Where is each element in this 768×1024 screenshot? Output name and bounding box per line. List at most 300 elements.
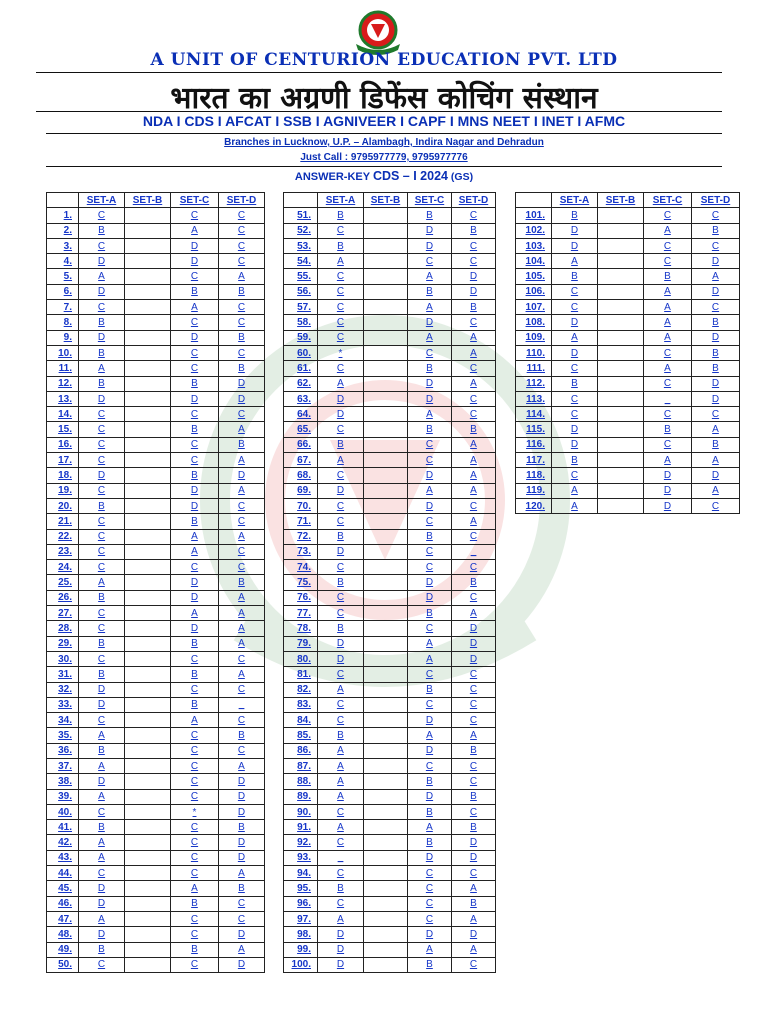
set-c-answer: A <box>408 300 452 315</box>
set-a-answer: D <box>318 391 364 406</box>
set-c-answer: C <box>644 345 692 360</box>
set-b-answer <box>125 667 171 682</box>
question-number: 106. <box>516 284 552 299</box>
table-row <box>47 850 265 865</box>
table-row <box>284 896 496 911</box>
question-number: 45. <box>47 881 79 896</box>
set-a-answer: C <box>79 606 125 621</box>
set-a-answer: C <box>318 896 364 911</box>
set-c-answer: C <box>644 208 692 223</box>
question-number: 72. <box>284 529 318 544</box>
table-row <box>516 407 740 422</box>
question-number: 87. <box>284 758 318 773</box>
set-d-answer: B <box>219 575 265 590</box>
table-row <box>47 820 265 835</box>
set-d-answer: B <box>452 422 496 437</box>
question-number: 84. <box>284 713 318 728</box>
set-a-answer: B <box>318 881 364 896</box>
set-b-answer <box>125 560 171 575</box>
branches-line: Branches in Lucknow, U.P. – Alambagh, Indira Nagar and Dehradun <box>224 137 544 148</box>
question-number: 62. <box>284 376 318 391</box>
set-a-answer: B <box>79 820 125 835</box>
set-c-answer: D <box>171 254 219 269</box>
question-number: 74. <box>284 560 318 575</box>
table-row <box>284 422 496 437</box>
set-c-answer: A <box>644 361 692 376</box>
set-d-answer: C <box>219 407 265 422</box>
col-set-b: SET-B <box>364 193 408 208</box>
set-d-answer: D <box>692 284 740 299</box>
set-c-answer: C <box>171 743 219 758</box>
set-c-answer: D <box>408 743 452 758</box>
question-number: 44. <box>47 866 79 881</box>
question-number: 86. <box>284 743 318 758</box>
set-b-answer <box>125 376 171 391</box>
set-c-answer: A <box>408 407 452 422</box>
question-number: 30. <box>47 651 79 666</box>
set-b-answer <box>125 743 171 758</box>
set-a-answer: A <box>79 269 125 284</box>
set-b-answer <box>364 544 408 559</box>
table-row <box>516 330 740 345</box>
table-row <box>47 667 265 682</box>
answer-table-1 <box>46 192 265 973</box>
set-c-answer: C <box>171 453 219 468</box>
set-a-answer: D <box>318 636 364 651</box>
set-d-answer: C <box>219 254 265 269</box>
set-c-answer: C <box>408 621 452 636</box>
set-c-answer: C <box>171 911 219 926</box>
question-number: 120. <box>516 498 552 513</box>
table-row <box>284 376 496 391</box>
set-a-answer: D <box>79 330 125 345</box>
question-number: 90. <box>284 804 318 819</box>
question-number: 13. <box>47 391 79 406</box>
set-d-answer: C <box>219 315 265 330</box>
set-c-answer: C <box>171 774 219 789</box>
set-d-answer: A <box>219 529 265 544</box>
table-row <box>284 804 496 819</box>
set-b-answer <box>125 453 171 468</box>
set-a-answer: D <box>552 437 598 452</box>
set-a-answer: C <box>552 391 598 406</box>
set-a-answer: C <box>318 697 364 712</box>
table-row <box>47 636 265 651</box>
table-row <box>284 606 496 621</box>
set-a-answer: B <box>318 529 364 544</box>
set-b-answer <box>125 498 171 513</box>
question-number: 75. <box>284 575 318 590</box>
question-number: 41. <box>47 820 79 835</box>
set-d-answer: A <box>219 269 265 284</box>
set-a-answer: C <box>318 590 364 605</box>
set-c-answer: D <box>408 590 452 605</box>
question-number: 64. <box>284 407 318 422</box>
question-number: 11. <box>47 361 79 376</box>
table-row <box>516 468 740 483</box>
table-row <box>284 590 496 605</box>
set-c-answer: C <box>171 651 219 666</box>
set-a-answer: D <box>79 254 125 269</box>
set-b-answer <box>125 927 171 942</box>
table-row <box>516 208 740 223</box>
set-a-answer: C <box>79 483 125 498</box>
set-b-answer <box>125 621 171 636</box>
table-row <box>47 713 265 728</box>
set-d-answer: A <box>219 606 265 621</box>
set-c-answer: D <box>171 621 219 636</box>
set-d-answer: C <box>452 391 496 406</box>
table-row <box>47 315 265 330</box>
set-d-answer: D <box>692 391 740 406</box>
set-d-answer: C <box>452 238 496 253</box>
set-b-answer <box>125 391 171 406</box>
header-rule-middle <box>36 111 722 112</box>
set-c-answer: C <box>171 728 219 743</box>
set-d-answer: C <box>452 957 496 972</box>
set-a-answer: C <box>79 621 125 636</box>
set-a-answer: D <box>79 682 125 697</box>
question-number: 94. <box>284 866 318 881</box>
set-b-answer <box>125 820 171 835</box>
set-c-answer: A <box>644 330 692 345</box>
question-number: 118. <box>516 468 552 483</box>
set-a-answer: C <box>79 437 125 452</box>
question-number: 8. <box>47 315 79 330</box>
table-row <box>47 391 265 406</box>
question-number: 65. <box>284 422 318 437</box>
set-c-answer: A <box>171 881 219 896</box>
question-number: 63. <box>284 391 318 406</box>
question-number: 117. <box>516 453 552 468</box>
set-c-answer: B <box>408 774 452 789</box>
set-d-answer: D <box>452 651 496 666</box>
set-b-answer <box>364 728 408 743</box>
set-d-answer: B <box>692 345 740 360</box>
table-row <box>47 957 265 972</box>
table-header-row <box>284 193 496 208</box>
table-row <box>284 284 496 299</box>
table-row <box>516 376 740 391</box>
set-a-answer: C <box>79 422 125 437</box>
set-c-answer: D <box>408 376 452 391</box>
table-row <box>47 927 265 942</box>
set-a-answer: A <box>318 453 364 468</box>
set-c-answer: C <box>408 560 452 575</box>
set-d-answer: B <box>219 330 265 345</box>
table-row <box>284 575 496 590</box>
set-a-answer: D <box>318 651 364 666</box>
table-row <box>47 743 265 758</box>
set-b-answer <box>125 636 171 651</box>
set-d-answer: C <box>692 407 740 422</box>
set-a-answer: A <box>552 254 598 269</box>
set-d-answer: D <box>452 850 496 865</box>
question-number: 58. <box>284 315 318 330</box>
set-d-answer: A <box>452 483 496 498</box>
table-row <box>284 881 496 896</box>
set-a-answer: A <box>79 361 125 376</box>
set-c-answer: C <box>408 544 452 559</box>
set-a-answer: B <box>318 728 364 743</box>
set-a-answer: C <box>318 804 364 819</box>
set-b-answer <box>364 957 408 972</box>
set-b-answer <box>364 743 408 758</box>
set-d-answer: D <box>452 269 496 284</box>
set-a-answer: C <box>318 223 364 238</box>
set-b-answer <box>125 269 171 284</box>
set-c-answer: C <box>171 820 219 835</box>
set-a-answer: D <box>552 315 598 330</box>
set-b-answer <box>125 651 171 666</box>
table-row <box>47 269 265 284</box>
table-row <box>284 238 496 253</box>
set-a-answer: A <box>79 850 125 865</box>
set-d-answer: C <box>692 498 740 513</box>
table-row <box>47 468 265 483</box>
set-a-answer: A <box>79 911 125 926</box>
set-a-answer: A <box>318 254 364 269</box>
set-d-answer: C <box>452 254 496 269</box>
set-b-answer <box>364 437 408 452</box>
table-row <box>47 697 265 712</box>
question-number: 51. <box>284 208 318 223</box>
set-c-answer: C <box>171 758 219 773</box>
question-number: 105. <box>516 269 552 284</box>
set-d-answer: B <box>692 361 740 376</box>
set-a-answer: D <box>79 284 125 299</box>
set-b-answer <box>364 866 408 881</box>
question-number: 78. <box>284 621 318 636</box>
table-row <box>284 820 496 835</box>
set-b-answer <box>125 238 171 253</box>
set-d-answer: C <box>452 208 496 223</box>
set-c-answer: B <box>171 942 219 957</box>
set-d-answer: C <box>219 896 265 911</box>
col-set-c: SET-C <box>408 193 452 208</box>
set-b-answer <box>598 498 644 513</box>
set-d-answer: B <box>452 789 496 804</box>
set-b-answer <box>598 223 644 238</box>
set-a-answer: * <box>318 345 364 360</box>
set-b-answer <box>125 804 171 819</box>
question-number: 21. <box>47 514 79 529</box>
set-a-answer: B <box>318 238 364 253</box>
set-d-answer: D <box>692 254 740 269</box>
set-a-answer: C <box>318 713 364 728</box>
set-d-answer: C <box>219 300 265 315</box>
set-a-answer: C <box>318 498 364 513</box>
set-d-answer: C <box>452 498 496 513</box>
set-b-answer <box>598 330 644 345</box>
question-header <box>284 193 318 208</box>
answer-table-2 <box>283 192 496 973</box>
question-number: 47. <box>47 911 79 926</box>
set-d-answer: B <box>219 284 265 299</box>
set-a-answer: C <box>79 238 125 253</box>
set-b-answer <box>125 223 171 238</box>
table-row <box>284 407 496 422</box>
table-row <box>284 529 496 544</box>
set-c-answer: B <box>408 606 452 621</box>
set-b-answer <box>364 820 408 835</box>
table-row <box>47 254 265 269</box>
set-c-answer: A <box>408 728 452 743</box>
question-number: 89. <box>284 789 318 804</box>
table-row <box>284 254 496 269</box>
question-number: 111. <box>516 361 552 376</box>
table-row <box>516 315 740 330</box>
set-d-answer: D <box>692 468 740 483</box>
set-c-answer: A <box>408 330 452 345</box>
table-row <box>284 758 496 773</box>
set-d-answer: _ <box>219 697 265 712</box>
set-b-answer <box>364 774 408 789</box>
set-a-answer: B <box>318 621 364 636</box>
table-row <box>284 223 496 238</box>
set-b-answer <box>125 361 171 376</box>
set-c-answer: D <box>408 789 452 804</box>
table-row <box>284 911 496 926</box>
set-d-answer: D <box>219 835 265 850</box>
set-d-answer: B <box>452 896 496 911</box>
set-a-answer: C <box>79 453 125 468</box>
set-a-answer: C <box>79 713 125 728</box>
set-d-answer: A <box>452 942 496 957</box>
set-c-answer: D <box>171 391 219 406</box>
set-a-answer: B <box>79 636 125 651</box>
set-c-answer: C <box>171 208 219 223</box>
table-row <box>47 881 265 896</box>
table-row <box>516 284 740 299</box>
set-c-answer: D <box>644 498 692 513</box>
set-b-answer <box>364 667 408 682</box>
hindi-title: भारत का अग्रणी डिफेंस कोचिंग संस्थान <box>170 81 598 116</box>
set-c-answer: A <box>644 284 692 299</box>
set-c-answer: C <box>408 667 452 682</box>
table-row <box>47 682 265 697</box>
set-d-answer: C <box>219 498 265 513</box>
set-a-answer: C <box>318 835 364 850</box>
set-a-answer: B <box>552 376 598 391</box>
set-b-answer <box>125 575 171 590</box>
set-a-answer: B <box>79 223 125 238</box>
set-b-answer <box>125 345 171 360</box>
col-set-c: SET-C <box>644 193 692 208</box>
question-number: 28. <box>47 621 79 636</box>
question-number: 73. <box>284 544 318 559</box>
set-c-answer: D <box>171 590 219 605</box>
set-b-answer <box>598 376 644 391</box>
set-a-answer: D <box>318 544 364 559</box>
set-d-answer: B <box>692 437 740 452</box>
question-number: 4. <box>47 254 79 269</box>
set-a-answer: D <box>79 391 125 406</box>
question-number: 103. <box>516 238 552 253</box>
set-d-answer: C <box>452 866 496 881</box>
set-d-answer: A <box>452 345 496 360</box>
set-c-answer: A <box>408 820 452 835</box>
table-row <box>284 361 496 376</box>
question-number: 22. <box>47 529 79 544</box>
set-d-answer: A <box>692 453 740 468</box>
set-b-answer <box>125 728 171 743</box>
question-number: 98. <box>284 927 318 942</box>
set-c-answer: A <box>644 223 692 238</box>
set-a-answer: C <box>79 957 125 972</box>
question-number: 40. <box>47 804 79 819</box>
question-number: 56. <box>284 284 318 299</box>
set-c-answer: C <box>171 835 219 850</box>
set-d-answer: A <box>219 621 265 636</box>
question-number: 2. <box>47 223 79 238</box>
table-header-row <box>516 193 740 208</box>
set-b-answer <box>598 345 644 360</box>
set-d-answer: C <box>452 713 496 728</box>
question-number: 114. <box>516 407 552 422</box>
set-d-answer: C <box>452 804 496 819</box>
set-d-answer: C <box>219 514 265 529</box>
question-number: 3. <box>47 238 79 253</box>
set-c-answer: C <box>171 437 219 452</box>
set-c-answer: C <box>408 514 452 529</box>
question-number: 83. <box>284 697 318 712</box>
table-row <box>47 437 265 452</box>
set-d-answer: C <box>452 697 496 712</box>
table-row <box>284 468 496 483</box>
table-row <box>516 437 740 452</box>
set-b-answer <box>125 866 171 881</box>
set-b-answer <box>364 529 408 544</box>
set-b-answer <box>125 407 171 422</box>
set-b-answer <box>125 330 171 345</box>
set-a-answer: D <box>79 927 125 942</box>
question-number: 116. <box>516 437 552 452</box>
set-b-answer <box>125 942 171 957</box>
question-number: 39. <box>47 789 79 804</box>
set-a-answer: C <box>552 407 598 422</box>
question-number: 31. <box>47 667 79 682</box>
table-row <box>47 453 265 468</box>
set-d-answer: C <box>692 300 740 315</box>
set-d-answer: A <box>452 911 496 926</box>
set-b-answer <box>598 284 644 299</box>
set-c-answer: C <box>644 254 692 269</box>
set-b-answer <box>125 713 171 728</box>
question-number: 85. <box>284 728 318 743</box>
set-c-answer: B <box>171 896 219 911</box>
set-d-answer: A <box>219 483 265 498</box>
table-row <box>284 697 496 712</box>
table-row <box>284 330 496 345</box>
set-b-answer <box>125 911 171 926</box>
question-number: 43. <box>47 850 79 865</box>
set-d-answer: D <box>219 927 265 942</box>
set-c-answer: D <box>171 238 219 253</box>
question-number: 101. <box>516 208 552 223</box>
question-number: 95. <box>284 881 318 896</box>
set-b-answer <box>125 284 171 299</box>
set-a-answer: C <box>318 422 364 437</box>
set-b-answer <box>598 361 644 376</box>
set-c-answer: C <box>408 254 452 269</box>
answer-key-title <box>0 169 768 183</box>
table-row <box>47 361 265 376</box>
set-d-answer: C <box>219 238 265 253</box>
table-row <box>516 391 740 406</box>
set-b-answer <box>125 437 171 452</box>
set-b-answer <box>364 575 408 590</box>
